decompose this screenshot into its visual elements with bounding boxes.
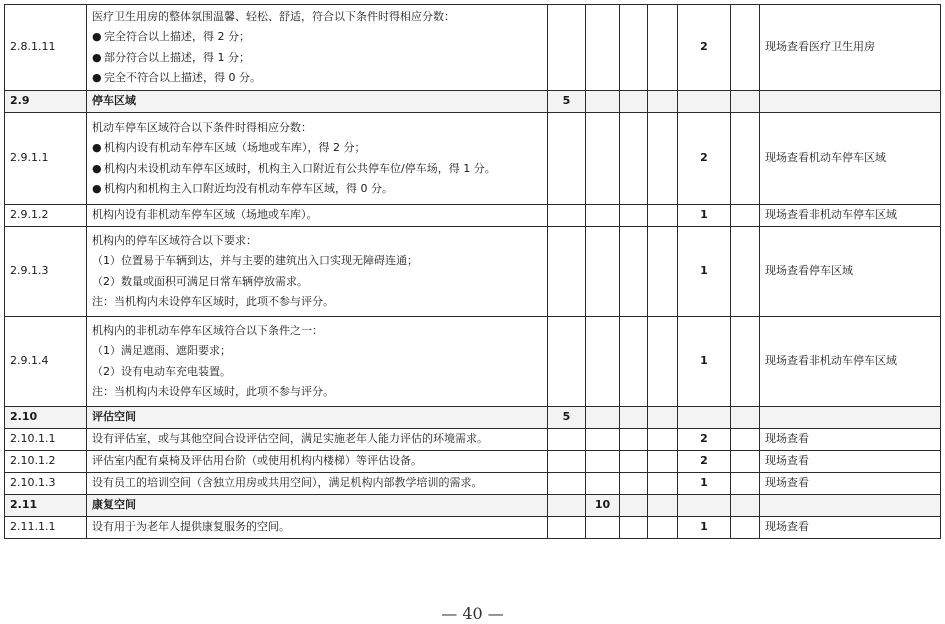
description-line: （2）数量或面积可满足日常车辆停放需求。: [92, 274, 308, 288]
table-row: [5, 517, 941, 539]
item-code: 2.10.1.3: [5, 473, 87, 495]
item-code: 2.9.1.1: [5, 113, 87, 205]
section-row: [5, 407, 941, 429]
section-row: [5, 91, 941, 113]
item-description: 机构内设有非机动车停车区域（场地或车库）。: [87, 205, 548, 227]
description-line: （1）位置易于车辆到达，并与主要的建筑出入口实现无障碍连通；: [92, 254, 418, 267]
table-row: [5, 429, 941, 451]
section-code: 2.11: [5, 495, 87, 517]
item-score: 1: [678, 317, 731, 407]
item-description: [87, 5, 548, 91]
assessment-method: 现场查看医疗卫生用房: [760, 5, 941, 91]
item-description: [87, 317, 548, 407]
bullet-icon: ●: [92, 50, 102, 64]
table-row: [5, 473, 941, 495]
item-score: 2: [678, 451, 731, 473]
bullet-item: ● 机构内和机构主入口附近均没有机动车停车区域，得 0 分。: [92, 179, 542, 200]
table-row: [5, 113, 941, 205]
item-score: 1: [678, 227, 731, 317]
item-code: 2.11.1.1: [5, 517, 87, 539]
scoring-table: [4, 4, 941, 539]
section-title: 停车区域: [87, 91, 548, 113]
description-note: 注：当机构内未设停车区域时，此项不参与评分。: [92, 295, 334, 308]
section-total: 10: [586, 495, 620, 517]
bullet-item: ● 机构内未设机动车停车区域时，机构主入口附近有公共停车位/停车场，得 1 分。: [92, 159, 542, 180]
item-code: 2.10.1.1: [5, 429, 87, 451]
assessment-method: 现场查看机动车停车区域: [760, 113, 941, 205]
assessment-method: 现场查看: [760, 517, 941, 539]
table-row: [5, 5, 941, 91]
item-score: 1: [678, 517, 731, 539]
item-description: 设有员工的培训空间（含独立用房或共用空间），满足机构内部教学培训的需求。: [87, 473, 548, 495]
assessment-method: 现场查看停车区域: [760, 227, 941, 317]
section-row: [5, 495, 941, 517]
description-line: 机构内的非机动车停车区域符合以下条件之一：: [92, 323, 323, 337]
item-score: 2: [678, 5, 731, 91]
description-line: （1）满足遮雨、遮阳要求；: [92, 344, 231, 357]
description-line: 机动车停车区域符合以下条件时得相应分数：: [92, 120, 312, 134]
bullet-icon: ●: [92, 182, 102, 195]
table-row: [5, 227, 941, 317]
description-note: 注：当机构内未设停车区域时，此项不参与评分。: [92, 385, 334, 398]
section-title: 康复空间: [87, 495, 548, 517]
bullet-item: ● 机构内设有机动车停车区域（场地或车库），得 2 分；: [92, 138, 542, 159]
bullet-icon: ●: [92, 161, 102, 175]
bullet-item: ● 完全不符合以上描述，得 0 分。: [92, 68, 542, 89]
assessment-method: 现场查看: [760, 451, 941, 473]
item-description: 设有用于为老年人提供康复服务的空间。: [87, 517, 548, 539]
section-code: 2.10: [5, 407, 87, 429]
description-line: 机构内的停车区域符合以下要求：: [92, 233, 257, 247]
item-score: 2: [678, 113, 731, 205]
assessment-method: 现场查看非机动车停车区域: [760, 205, 941, 227]
item-score: 2: [678, 429, 731, 451]
section-total: 5: [548, 407, 586, 429]
item-score: 1: [678, 205, 731, 227]
section-code: 2.9: [5, 91, 87, 113]
item-code: 2.9.1.3: [5, 227, 87, 317]
table-row: [5, 205, 941, 227]
assessment-method: 现场查看: [760, 473, 941, 495]
description-line: 医疗卫生用房的整体氛围温馨、轻松、舒适，符合以下条件时得相应分数：: [92, 9, 455, 23]
item-code: 2.8.1.11: [5, 5, 87, 91]
item-description: [87, 227, 548, 317]
page-number: — 40 —: [441, 604, 504, 623]
bullet-icon: ●: [92, 71, 102, 84]
assessment-method: 现场查看: [760, 429, 941, 451]
assessment-method: 现场查看非机动车停车区域: [760, 317, 941, 407]
table-row: [5, 451, 941, 473]
description-line: （2）设有电动车充电装置。: [92, 364, 231, 378]
item-score: 1: [678, 473, 731, 495]
item-code: 2.9.1.2: [5, 205, 87, 227]
bullet-icon: ●: [92, 30, 102, 43]
item-code: 2.10.1.2: [5, 451, 87, 473]
section-title: 评估空间: [87, 407, 548, 429]
table-row: [5, 317, 941, 407]
item-description: [87, 113, 548, 205]
item-code: 2.9.1.4: [5, 317, 87, 407]
bullet-item: ● 部分符合以上描述，得 1 分；: [92, 48, 542, 69]
bullet-icon: ●: [92, 141, 102, 154]
item-description: 设有评估室，或与其他空间合设评估空间，满足实施老年人能力评估的环境需求。: [87, 429, 548, 451]
bullet-item: ● 完全符合以上描述，得 2 分；: [92, 27, 542, 48]
section-total: 5: [548, 91, 586, 113]
item-description: 评估室内配有桌椅及评估用台阶（或使用机构内楼梯）等评估设备。: [87, 451, 548, 473]
